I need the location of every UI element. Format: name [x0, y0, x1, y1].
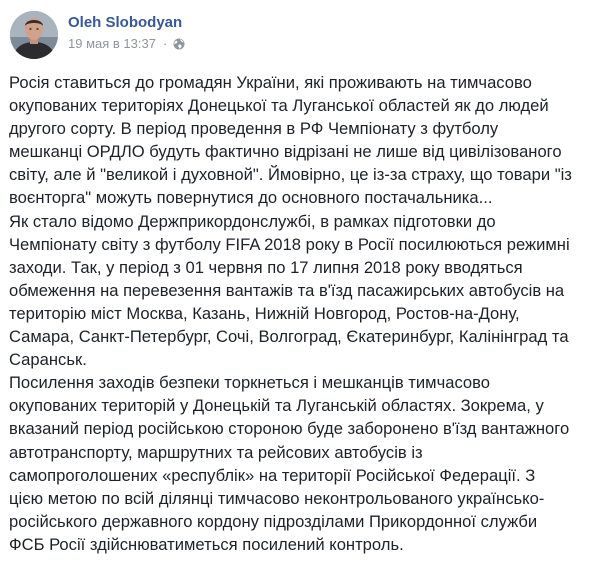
- globe-icon-graphic: [173, 38, 185, 50]
- post-timestamp[interactable]: 19 мая в 13:37: [68, 36, 156, 51]
- profile-photo: [10, 11, 58, 59]
- post-paragraph: Як стало відомо Держприкордонслужбі, в рамках підготовки до Чемпіонату світу з футболу FIFA 2018 року в Росії посилюються режимні заходи. Так, у період з 01 червня по 17 липня 2018 року вводяться обмеження на перевезення вантажів та в'їзд пасажирських автобусів на територію міст Москва, Казань, Нижній Новгород, Ростов-на-Дону, Самара, Санкт-Петербург, Сочі, Волгоград, Єкатеринбург, Калінінград та Саранськ.: [9, 211, 570, 370]
- post-header: [10, 11, 185, 59]
- timestamp-row: [68, 36, 185, 52]
- post-paragraph: Посилення заходів безпеки торкнеться і мешканців тимчасово окупованих територій у Донецькій та Луганській областях. Зокрема, у вказаний період російською стороною буде заборонено в'їзд вантажного автотранспорту, маршрутних та рейсових автобусів із самопроголошених «республік» на території Російської Федерації. З цією метою по всій ділянці тимчасово неконтрольованого українсько- російського державного кордону підрозділами Прикордонної служби ФСБ Росії здійснюватиметься посилений контроль.: [9, 373, 570, 554]
- avatar[interactable]: [10, 11, 58, 59]
- post-meta: [68, 11, 185, 52]
- post-paragraph: Росія ставиться до громадян України, які проживають на тимчасово окупованих територіях Донецької та Луганської областей як до людей другого сорту. В період проведення в РФ Чемпіонату з футболу мешканці ОРДЛО будуть фактично відрізані не лише від цивілізованого світу, але й "великой і духовной". Ймовірно, це із-за страху, що товари "із воєнторга" можуть повернутися до основного постачальника...: [9, 73, 572, 208]
- globe-icon[interactable]: [173, 38, 185, 50]
- post-body: [9, 71, 609, 556]
- separator-dot: ·: [162, 36, 168, 51]
- author-name-link[interactable]: Oleh Slobodyan: [68, 14, 183, 31]
